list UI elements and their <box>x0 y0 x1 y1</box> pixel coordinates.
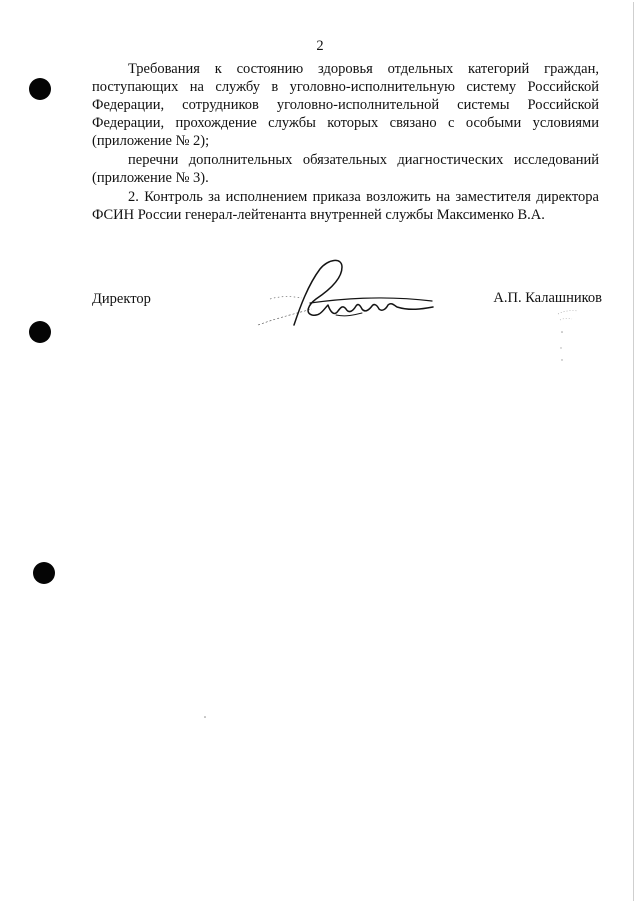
signatory-name: А.П. Калашников <box>493 290 602 306</box>
stamp-residue <box>550 304 590 364</box>
punch-hole <box>29 321 51 343</box>
paragraph-health-requirements: Требования к состоянию здоровья отдельных категорий граждан, поступающих на службу в уголовно-исполнительную систему Российской Федерации, сотрудников уголовно-исполнительной системы Российской Федерации, прохождение службы которых связано с особыми условиями (приложение № 2); <box>92 61 599 149</box>
paragraph-control-order: 2. Контроль за исполнением приказа возложить на заместителя директора ФСИН России генерал-лейтенанта внутренней службы Максименко В.А. <box>92 189 599 223</box>
scan-speck <box>203 715 207 719</box>
handwritten-signature <box>250 255 435 335</box>
paragraph-diagnostic-list: перечни дополнительных обязательных диагностических исследований (приложение № 3). <box>92 152 599 186</box>
page-number: 2 <box>316 38 324 54</box>
signatory-title: Директор <box>92 291 151 307</box>
document-body <box>92 60 599 224</box>
punch-hole <box>33 562 55 584</box>
punch-hole <box>29 78 51 100</box>
